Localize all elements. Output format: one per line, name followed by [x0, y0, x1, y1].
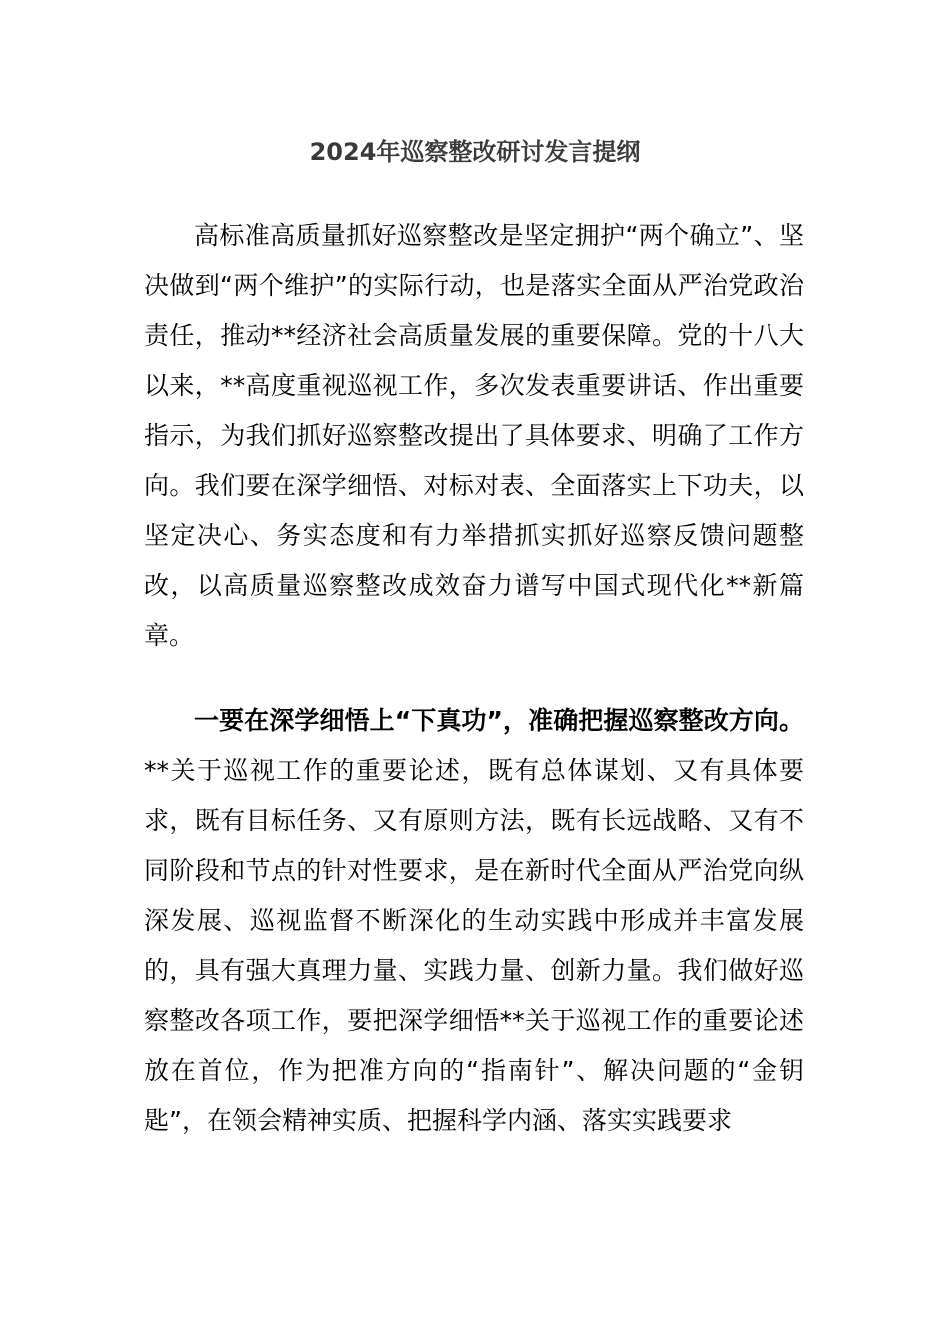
paragraph-intro: 高标准高质量抓好巡察整改是坚定拥护“两个确立”、坚决做到“两个维护”的实际行动，也是落实全面从严治党政治责任，推动**经济社会高质量发展的重要保障。党的十八大以来，**高度重视巡视工作，多次发表重要讲话、作出重要指示，为我们抓好巡察整改提出了具体要求、明确了工作方向。我们要在深学细悟、对标对表、全面落实上下功夫，以坚定决心、务实态度和有力举措抓实抓好巡察反馈问题整改，以高质量巡察整改成效奋力谱写中国式现代化**新篇章。	[144, 221, 804, 650]
paragraph-section-one	[144, 696, 804, 1146]
document-title: 2024年巡察整改研讨发言提纲	[309, 138, 641, 166]
section-one-heading: 一要在深学细悟上“下真功”，准确把握巡察整改方向。	[194, 706, 804, 735]
section-one-body: **关于巡视工作的重要论述，既有总体谋划、又有具体要求，既有目标任务、又有原则方法，既有长远战略、又有不同阶段和节点的针对性要求，是在新时代全面从严治党向纵深发展、巡视监督不断深化的生动实践中形成并丰富发展的，具有强大真理力量、实践力量、创新力量。我们做好巡察整改各项工作，要把深学细悟**关于巡视工作的重要论述放在首位，作为把准方向的“指南针”、解决问题的“金钥匙”，在领会精神实质、把握科学内涵、落实实践要求	[144, 756, 804, 1135]
